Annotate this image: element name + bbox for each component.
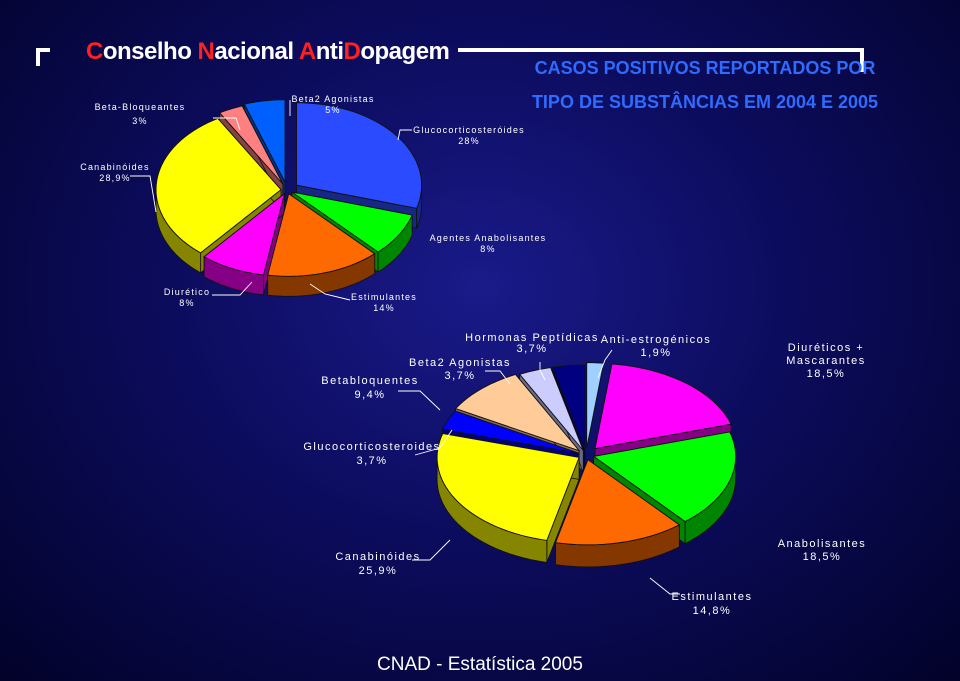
title-word: onselho xyxy=(102,38,198,65)
chart-1-slice-8-value: 3,7% xyxy=(516,343,548,355)
title-initial: C xyxy=(86,38,103,65)
title-word: acional xyxy=(214,38,299,65)
chart-0-slice-5-value: 3% xyxy=(132,116,148,126)
chart-0-slice-1-value: 8% xyxy=(480,244,496,254)
title-word: opagem xyxy=(360,38,450,65)
chart-0-slice-2-value: 14% xyxy=(373,303,395,313)
title-initial: D xyxy=(343,38,361,65)
chart-1-slice-1-label-line1: Diuréticos + xyxy=(787,342,865,354)
chart-1-slice-6-value: 9,4% xyxy=(354,389,386,401)
chart-1-slice-5-value: 3,7% xyxy=(356,455,388,467)
title-initial: A xyxy=(298,38,316,65)
leader-line-betabloquentes xyxy=(398,391,440,410)
chart-1-slice-2-value: 18,5% xyxy=(802,551,842,563)
chart-0-slice-3-value: 8% xyxy=(179,298,195,308)
chart-1-slice-0-value: 1,9% xyxy=(640,347,672,359)
pie-chart-2005 xyxy=(437,363,736,567)
chart-0-slice-2-label: Estimulantes xyxy=(351,292,417,302)
chart-0-slice-0-value: 28% xyxy=(458,136,480,146)
chart-1-slice-4-value: 25,9% xyxy=(358,565,398,577)
chart-1-slice-6-label: Betabloquentes xyxy=(321,375,419,387)
chart-1-slice-2-label: Anabolisantes xyxy=(777,538,867,550)
title-word: nti xyxy=(315,38,344,65)
chart-0-slice-0-label: Glucocorticosteróides xyxy=(413,125,525,135)
chart-1-slice-3-value: 14,8% xyxy=(692,605,732,617)
chart-0-slice-4-value: 28,9% xyxy=(99,173,131,183)
chart-1-slice-3-label: Estimulantes xyxy=(671,591,753,603)
chart-1-slice-4-label: Canabinóides xyxy=(335,551,421,563)
chart-1-slice-7-label: Beta2 Agonistas xyxy=(408,357,512,369)
chart-0-slice-5-label: Beta-Bloqueantes xyxy=(94,102,186,112)
chart-1-slice-1-value: 18,5% xyxy=(806,368,846,380)
leader-line-canabinoides-2004 xyxy=(130,176,156,212)
chart-1-slice-0-label: Anti-estrogénicos xyxy=(600,334,712,346)
chart-subtitle-line-1: CASOS POSITIVOS REPORTADOS POR xyxy=(534,58,876,78)
chart-1-slice-7-value: 3,7% xyxy=(444,370,476,382)
chart-0-slice-3-label: Diurético xyxy=(163,287,211,297)
chart-1-slice-1-label xyxy=(786,342,865,367)
chart-0-slice-6-label: Beta2 Agonistas xyxy=(291,94,375,104)
chart-subtitle-line-2: TIPO DE SUBSTÂNCIAS EM 2004 E 2005 xyxy=(531,92,879,112)
chart-0-slice-6-value: 5% xyxy=(325,105,341,115)
chart-1-slice-5-label: Glucocorticosteroides xyxy=(303,441,441,453)
pie-chart-2004 xyxy=(156,100,422,297)
title-initial: N xyxy=(197,38,215,65)
chart-1-slice-8-label: Hormonas Peptídicas xyxy=(465,332,599,344)
footer-source: CNAD - Estatística 2005 xyxy=(377,654,583,675)
chart-1-slice-1-label-line2: Mascarantes xyxy=(786,355,866,367)
chart-0-slice-4-label: Canabinóides xyxy=(80,162,150,172)
chart-0-slice-1-label: Agentes Anabolisantes xyxy=(429,233,547,243)
